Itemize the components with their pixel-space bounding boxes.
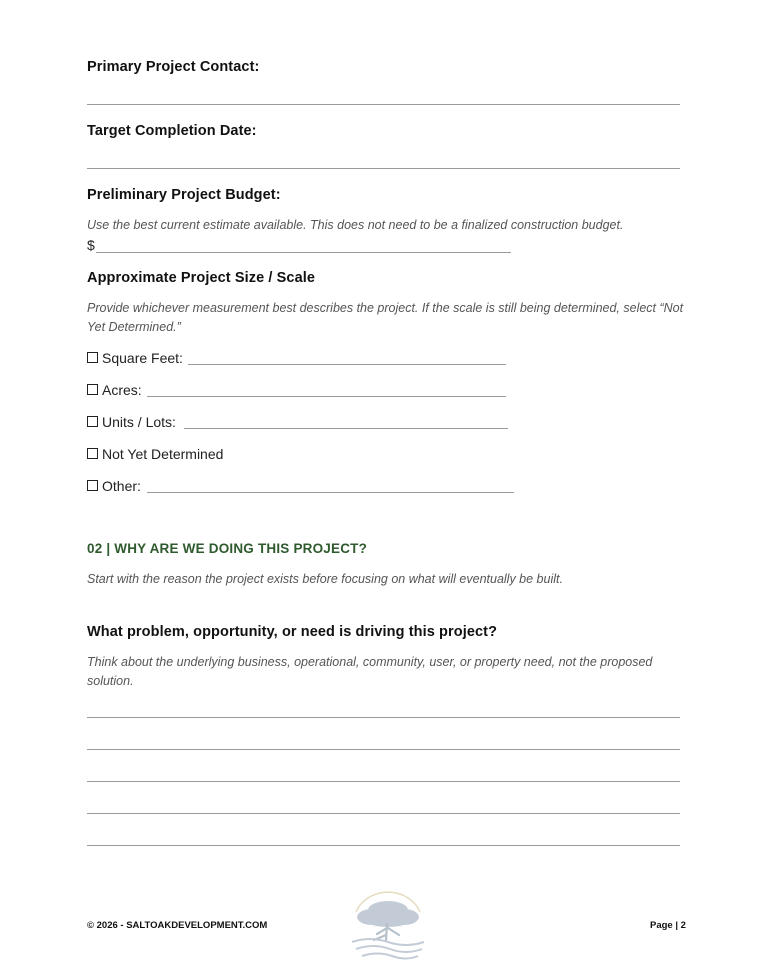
footer-copyright: © 2026 - SALTOAKDEVELOPMENT.COM [87,920,268,931]
size-title: Approximate Project Size / Scale [87,270,316,286]
option-square-feet-label: Square Feet: [102,350,183,366]
question-note: Think about the underlying business, operational, community, user, or property need, not the proposed solution. [87,655,653,688]
primary-contact-line[interactable] [87,104,680,105]
target-date-line[interactable] [87,168,680,169]
option-acres[interactable] [87,382,142,398]
option-units-lots-label: Units / Lots: [102,414,176,430]
section-intro: Start with the reason the project exists before focusing on what will eventually be built. [87,572,563,586]
option-not-yet-determined-label: Not Yet Determined [102,446,224,462]
primary-contact-label: Primary Project Contact: [87,59,260,75]
units-lots-line[interactable] [184,428,508,429]
oak-tree-logo [344,890,432,968]
checkbox-square-feet[interactable] [87,352,98,363]
answer-line[interactable] [87,717,680,718]
footer-page-number: Page | 2 [650,920,686,931]
checkbox-acres[interactable] [87,384,98,395]
budget-line[interactable] [96,252,511,253]
option-square-feet[interactable] [87,350,183,366]
answer-line[interactable] [87,749,680,750]
checkbox-not-yet-determined[interactable] [87,448,98,459]
option-units-lots[interactable] [87,414,176,430]
answer-line[interactable] [87,845,680,846]
option-acres-label: Acres: [102,382,142,398]
budget-label: Preliminary Project Budget: [87,187,281,203]
option-not-yet-determined[interactable] [87,446,223,462]
option-other[interactable] [87,478,141,494]
checkbox-units-lots[interactable] [87,416,98,427]
other-line[interactable] [147,492,514,493]
budget-note: Use the best current estimate available. This does not need to be a finalized construction budget. [87,218,624,232]
section-heading: 02 | WHY ARE WE DOING THIS PROJECT? [87,541,368,556]
currency-symbol: $ [87,237,95,253]
target-date-label: Target Completion Date: [87,123,257,139]
acres-line[interactable] [147,396,506,397]
square-feet-line[interactable] [188,364,506,365]
option-other-label: Other: [102,478,141,494]
question-title: What problem, opportunity, or need is driving this project? [87,624,498,640]
answer-line[interactable] [87,781,680,782]
checkbox-other[interactable] [87,480,98,491]
answer-line[interactable] [87,813,680,814]
size-note: Provide whichever measurement best describes the project. If the scale is still being determined, select “Not Yet Determined.” [87,301,684,334]
